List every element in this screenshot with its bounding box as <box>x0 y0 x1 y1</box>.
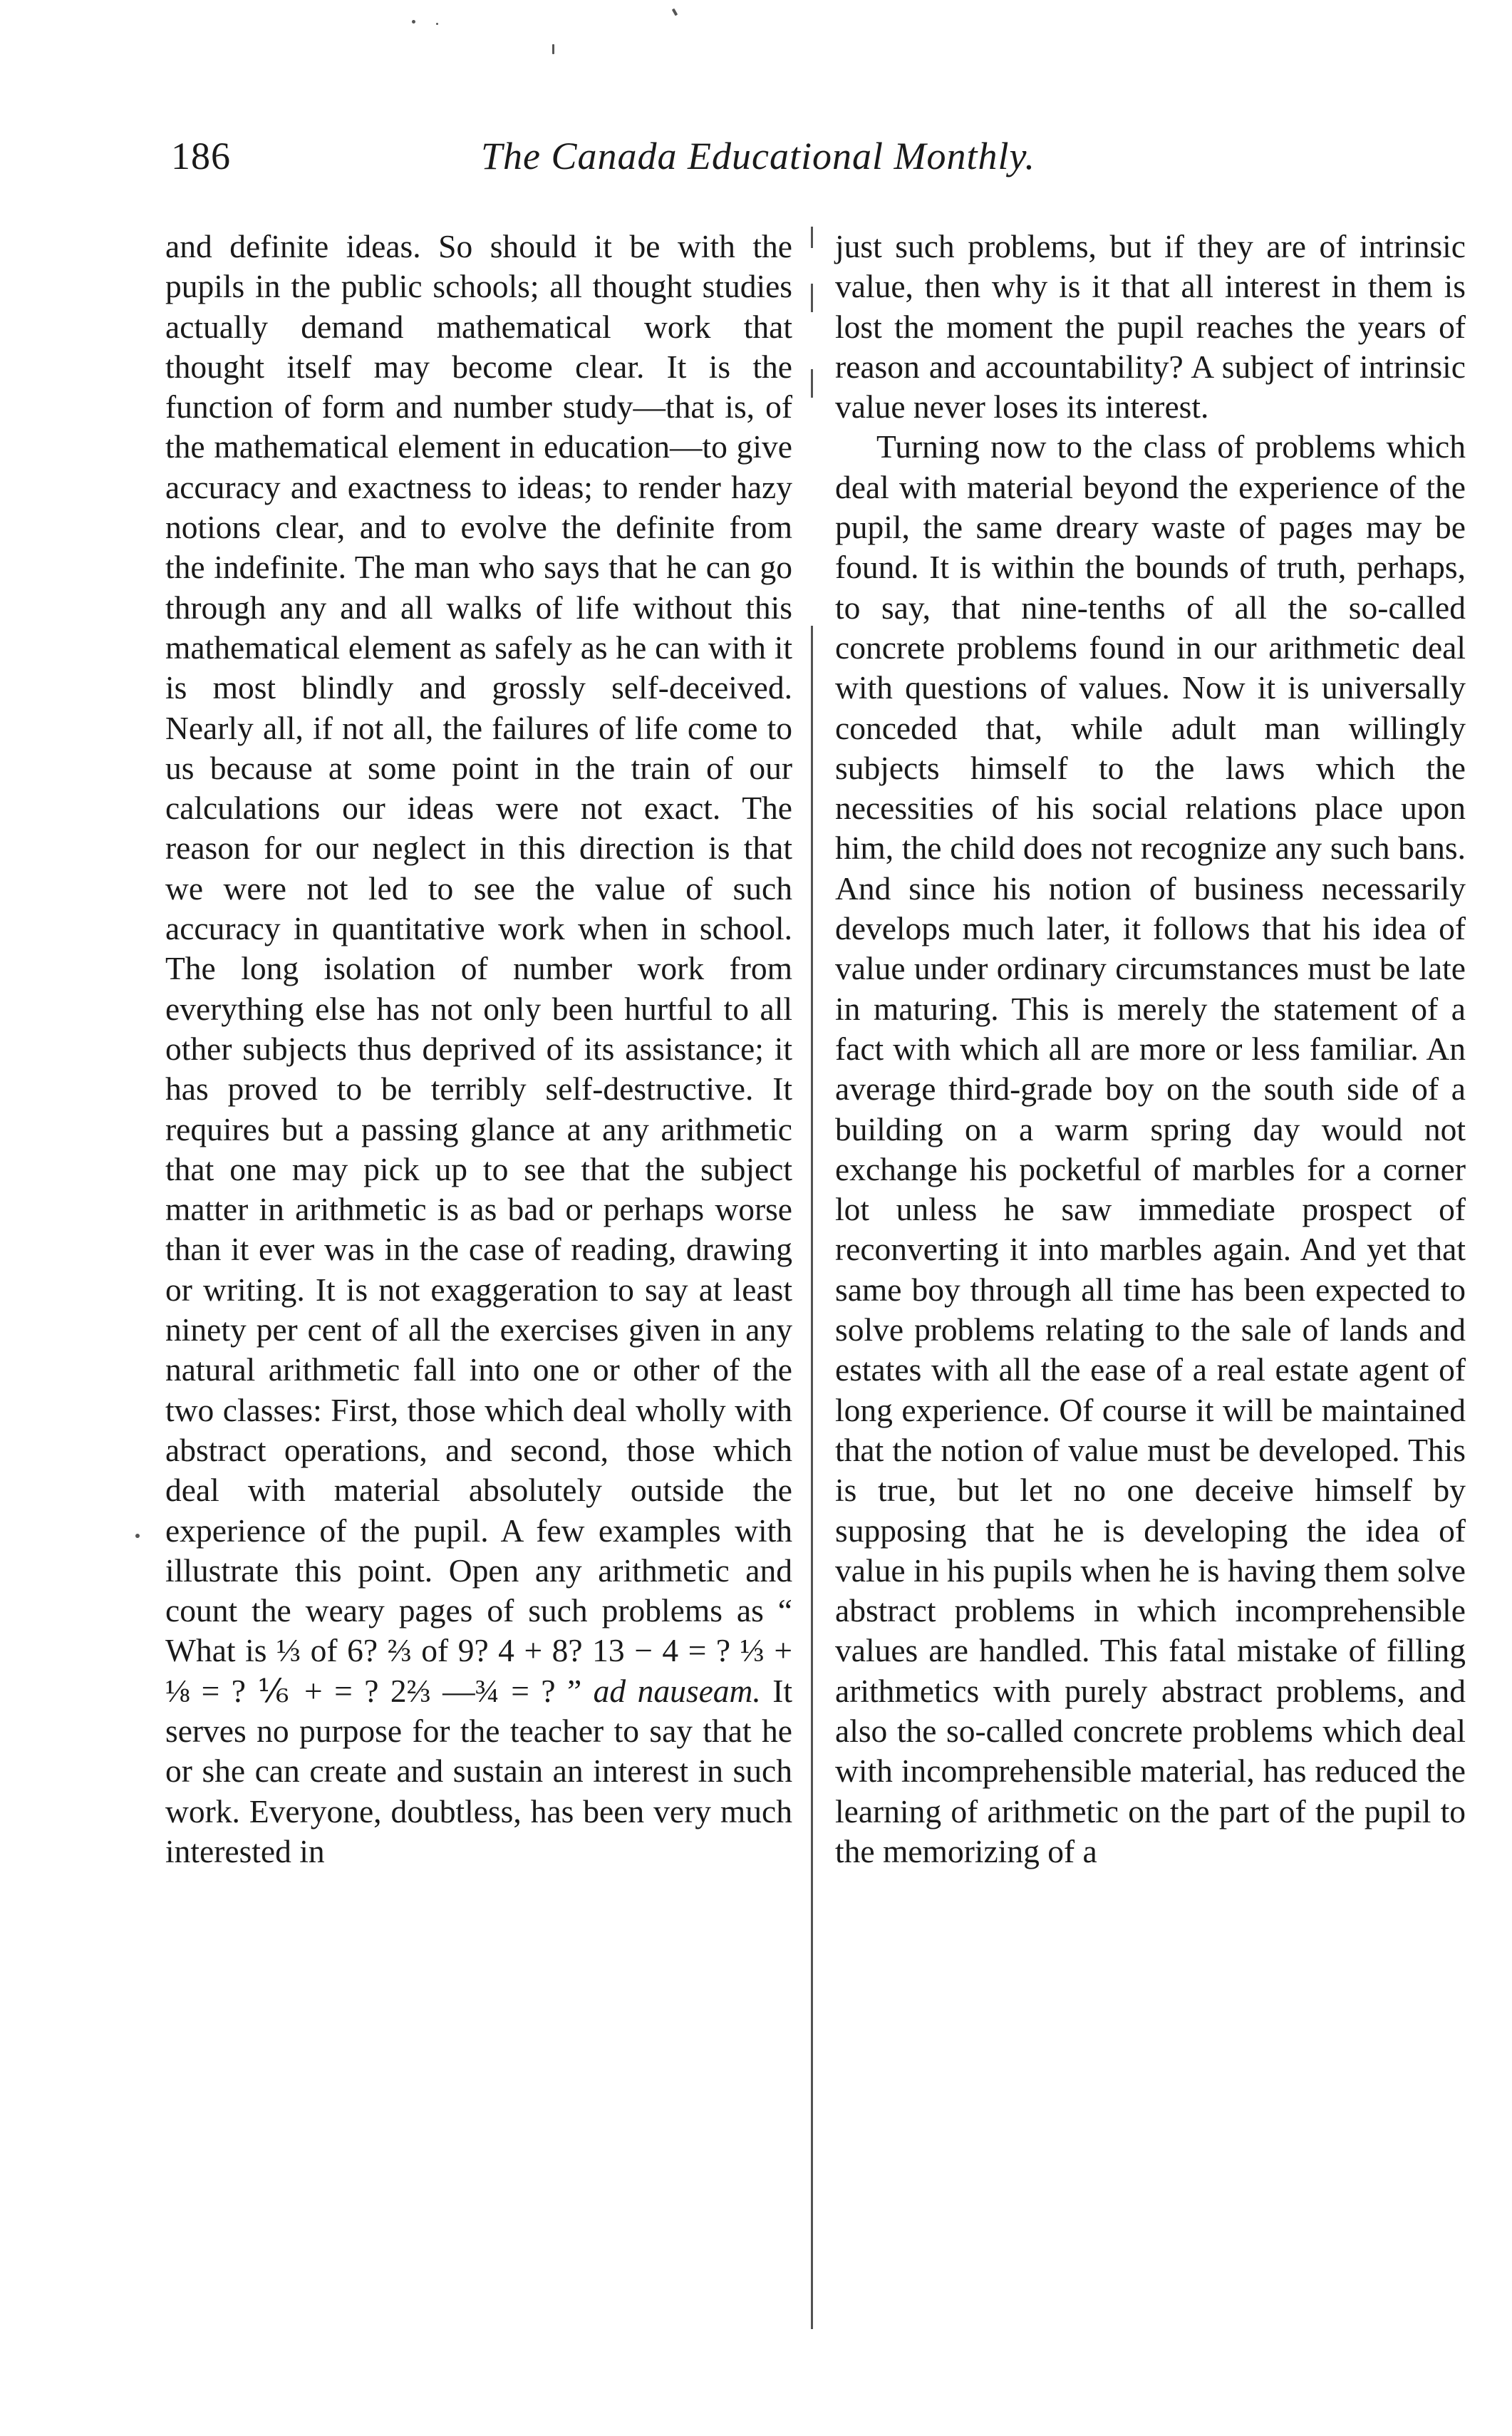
print-speck <box>436 23 438 25</box>
print-speck <box>135 1534 140 1538</box>
running-title: The Canada Educational Monthly. <box>481 135 1035 177</box>
latin-phrase: ad nauseam. <box>593 1672 761 1709</box>
page-header <box>171 134 1240 198</box>
right-column <box>835 227 1466 1872</box>
right-paragraph-2: Turning now to the class of problems which deal with material beyond the experience of the pupil, the same dreary waste of pages may be found. It is within the bounds of truth, perhaps, to say, that nine-tenths of all the so-called concrete problems found in our arithmetic deal with questions of values. Now it is universally conceded that, while adult man willingly subjects himself to the laws which the necessities of his social relations place upon him, the child does not recognize any such bans. And since his notion of business necessarily develops much later, it follows that his idea of value under ordinary circumstances must be late in maturing. This is merely the statement of a fact with which all are more or less familiar. An average third-grade boy on the south side of a building on a warm spring day would not exchange his pocketful of marbles for a corner lot unless he saw immediate prospect of reconverting it into marbles again. And yet that same boy through all time has been expected to solve problems relating to the sale of lands and estates with all the ease of a real estate agent of long experience. Of course it will be maintained that the notion of value must be developed. This is true, but let no one deceive himself by supposing that he is developing the idea of value in his pupils when he is having them solve abstract problems in which incomprehensible values are handled. This fatal mistake of filling arithmetics with purely abstract problems, and also the so-called concrete problems which deal with incomprehensible material, has reduced the learning of arithmetic on the part of the pupil to the memorizing of a <box>835 428 1466 1869</box>
print-speck <box>552 44 554 54</box>
right-paragraph-1: just such problems, but if they are of intrinsic value, then why is it that all interest in them is lost the moment the pupil reaches the years of reason and accountability? A subject of intrinsic value never loses its interest. <box>835 228 1466 425</box>
print-speck <box>412 20 415 24</box>
left-paragraph-closing: It serves no purpose for the teacher to say that he or she can create and sustain an interest in such work. Everyone, doubtless, has been very much interested in <box>165 1672 792 1869</box>
page-number: 186 <box>171 135 231 177</box>
print-speck <box>672 9 678 16</box>
left-paragraph-text: and definite ideas. So should it be with the pupils in the public schools; all thought studies actually demand mathematical work that thought itself may become clear. It is the function of form and number study—that is, of the mathematical element in education—to give accuracy and exactness to ideas; to render hazy notions clear, and to evolve the definite from the indefinite. The man who says that he can go through any and all walks of life without this mathematical element as safely as he can with it is most blindly and grossly self-deceived. Nearly all, if not all, the failures of life come to us because at some point in the train of our calculations our ideas were not exact. The reason for our neglect in this direction is that we were not led to see the value of such accuracy in quantitative work when in school. The long isolation of number work from everything else has not only been hurtful to all other subjects thus deprived of its assistance; it has proved to be terribly self-destructive. It requires but a passing glance at any arithmetic that one may pick up to see that the subject matter in arithmetic is as bad or perhaps worse than it ever was in the case of reading, drawing or writing. It is not exaggeration to say at least ninety per cent of all the exercises given in any natural arithmetic fall into one or other of the two classes: First, those which deal wholly with abstract operations, and second, those which deal with material absolutely outside the experience of the pupil. A few examples with illustrate this point. Open any arithmetic and count the weary pages of such problems as “ What is ⅓ of 6? ⅔ of 9? 4 + 8? 13 − 4 = ? ⅓ + ⅛ = ? ⅙ + = ? 2⅔ —¾ = ? ” <box>165 228 792 1709</box>
left-paragraph <box>165 227 792 1872</box>
left-column <box>165 227 792 1872</box>
column-divider <box>811 227 813 2329</box>
